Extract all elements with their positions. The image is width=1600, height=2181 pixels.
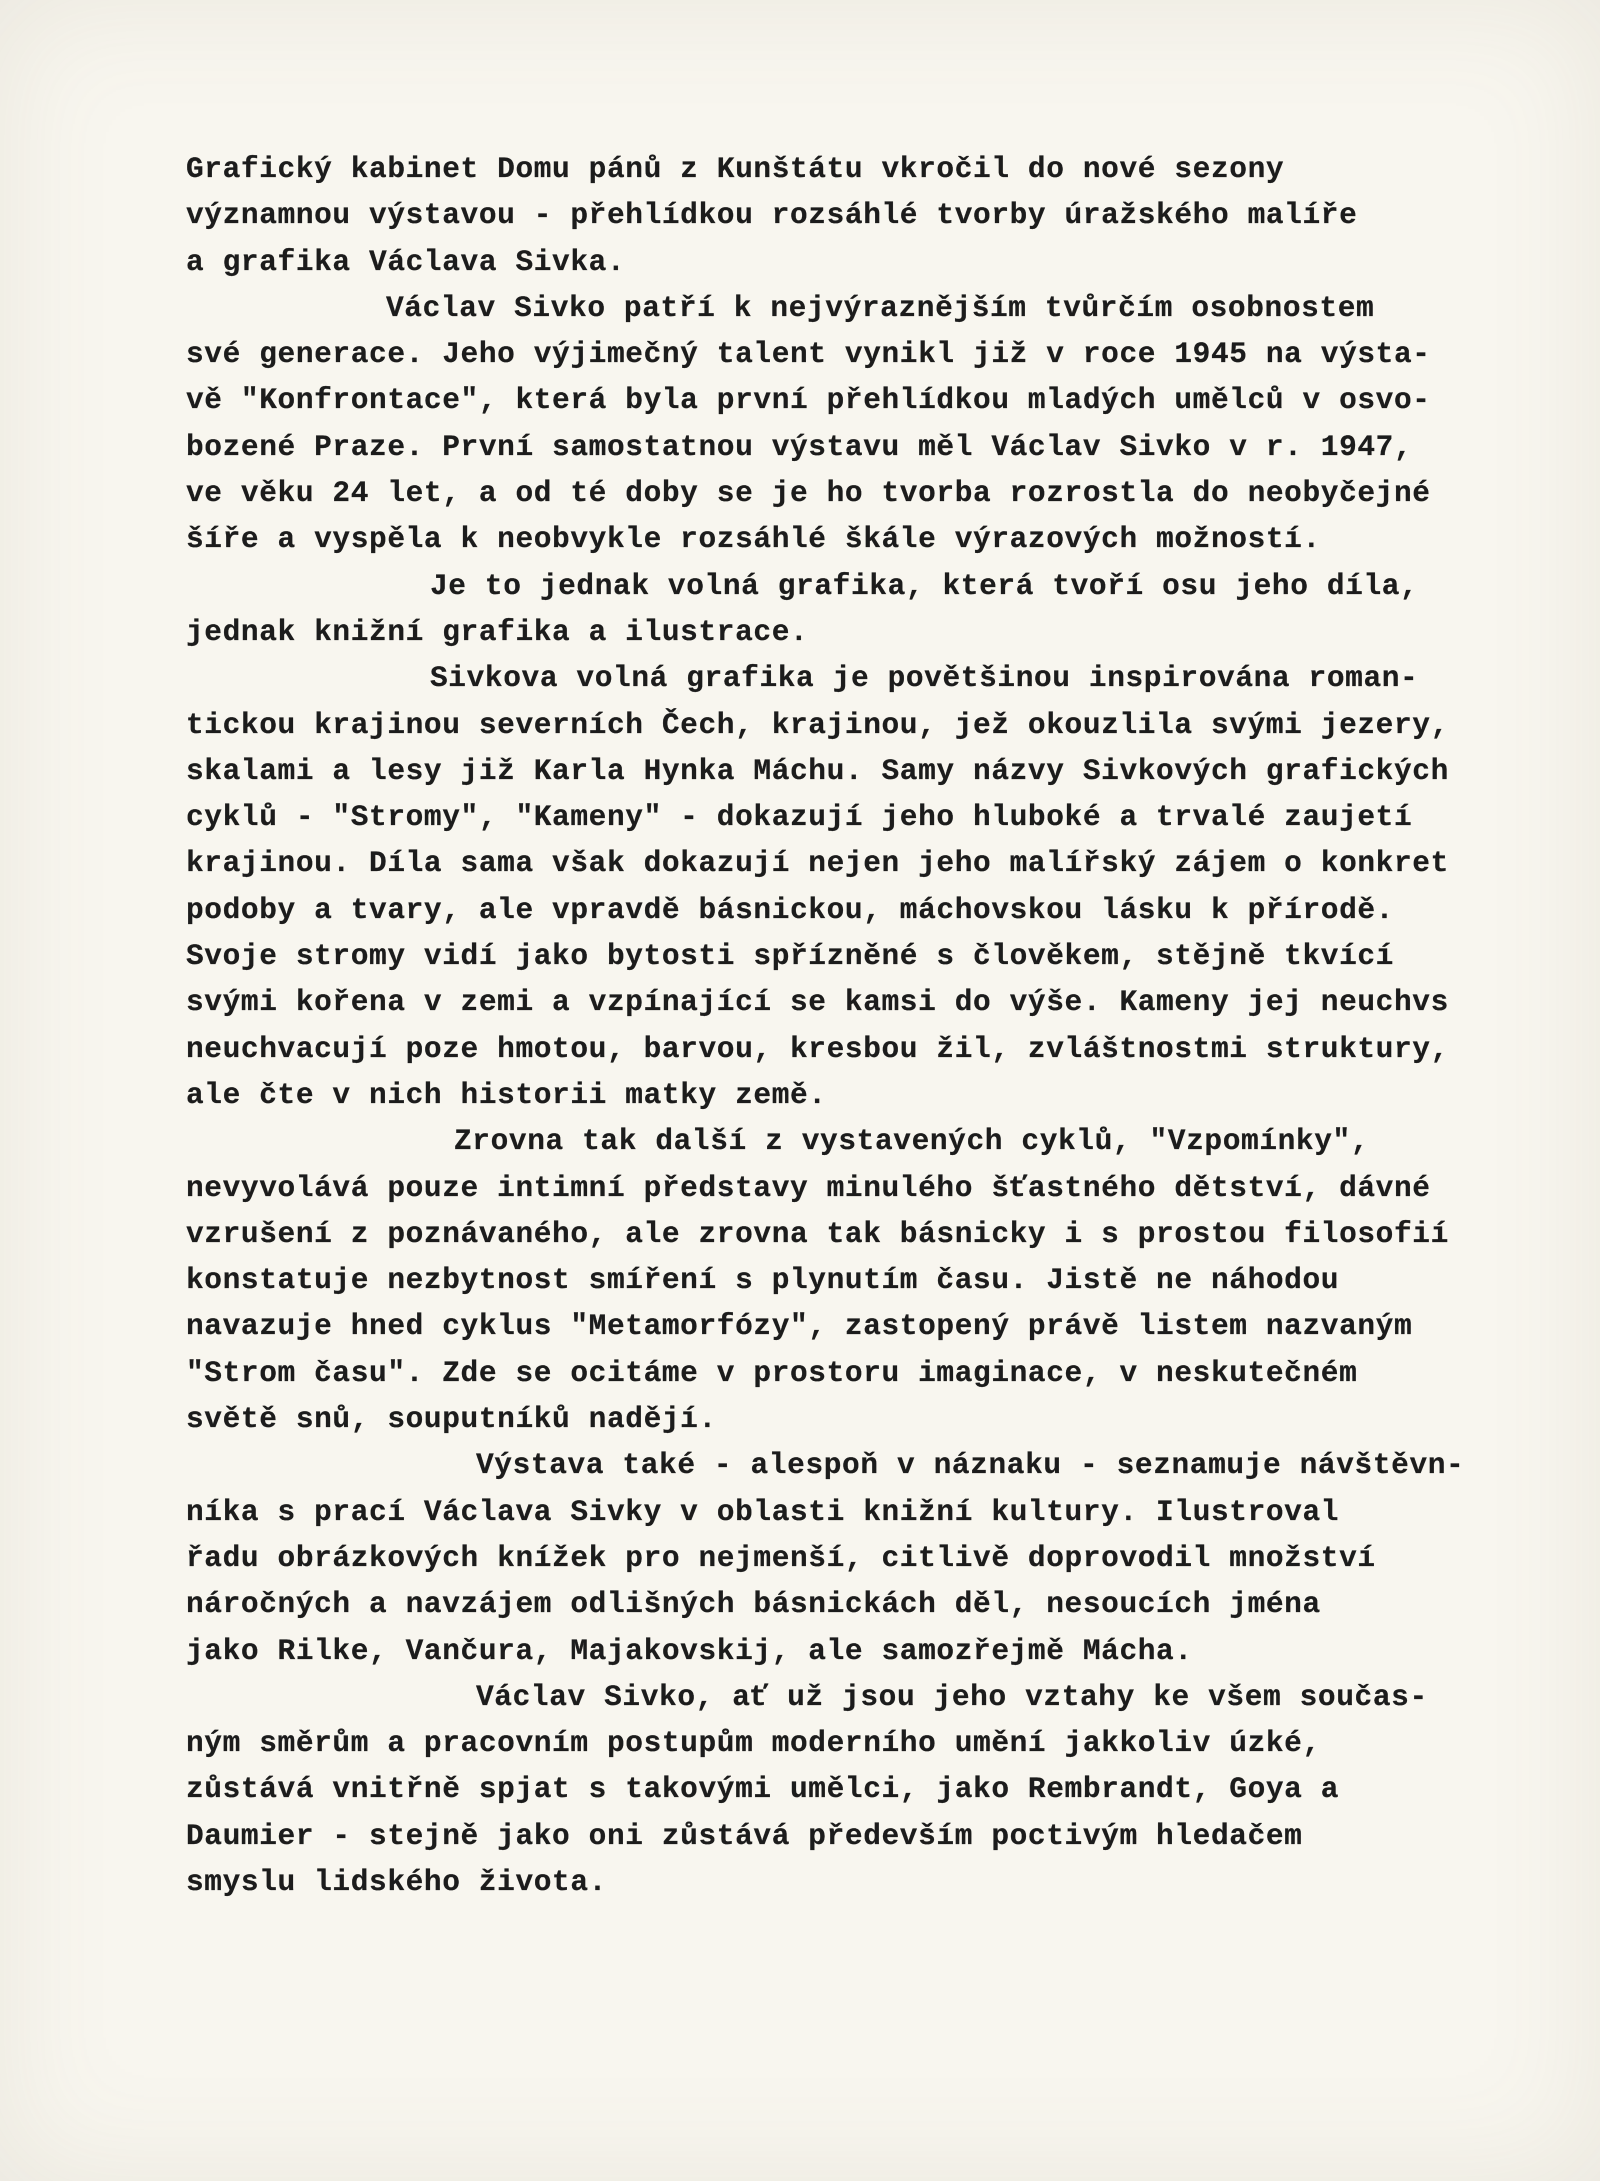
text-line: Grafický kabinet Domu pánů z Kunštátu vkročil do nové sezony [186, 152, 1285, 186]
text-line: neuchvacují poze hmotou, barvou, kresbou žil, zvláštnostmi struktury, [186, 1031, 1449, 1066]
text-line: vě "Konfrontace", která byla první přehlídkou mladých umělců v osvo- [186, 383, 1431, 418]
text-line: Svoje stromy vidí jako bytosti spřízněné s člověkem, stějně tkvící [186, 939, 1394, 974]
text-line: ným směrům a pracovním postupům moderního umění jakkoliv úzké, [186, 1726, 1321, 1761]
text-line: podoby a tvary, ale vpravdě básnickou, máchovskou lásku k přírodě. [186, 892, 1394, 927]
text-line: ve věku 24 let, a od té doby se je ho tvorba rozrostla do neobyčejné [186, 476, 1431, 511]
text-line: zůstává vnitřně spjat s takovými umělci, jako Rembrandt, Goya a [186, 1772, 1340, 1807]
text-line: nevyvolává pouze intimní představy minulého šťastného dětství, dávné [186, 1170, 1431, 1205]
text-line: Václav Sivko, ať už jsou jeho vztahy ke všem součas- [476, 1679, 1428, 1714]
text-line: své generace. Jeho výjimečný talent vynikl již v roce 1945 na výsta- [186, 337, 1431, 372]
text-line: smyslu lidského života. [186, 1864, 607, 1899]
text-line: světě snů, souputníků nadějí. [186, 1402, 717, 1437]
text-line: jednak knižní grafika a ilustrace. [186, 614, 809, 649]
text-line: krajinou. Díla sama však dokazují nejen jeho malířský zájem o konkret [186, 846, 1449, 881]
text-line: "Strom času". Zde se ocitáme v prostoru imaginace, v neskutečném [186, 1355, 1358, 1390]
text-line: náročných a navzájem odlišných básnickách děl, nesoucích jména [186, 1587, 1321, 1622]
text-line: Sivkova volná grafika je povětšinou inspirována roman- [430, 661, 1419, 696]
text-line: níka s prací Václava Sivky v oblasti knižní kultury. Ilustroval [186, 1494, 1340, 1529]
text-line: řadu obrázkových knížek pro nejmenší, citlivě doprovodil množství [186, 1540, 1376, 1575]
text-line: Výstava také - alespoň v náznaku - seznamuje návštěvn- [476, 1448, 1465, 1483]
body-text [186, 146, 1546, 1905]
text-line: skalami a lesy již Karla Hynka Máchu. Samy názvy Sivkových grafických [186, 753, 1449, 788]
text-line: jako Rilke, Vančura, Majakovskij, ale samozřejmě Mácha. [186, 1633, 1193, 1668]
text-line: Václav Sivko patří k nejvýraznějším tvůrčím osobnostem [386, 290, 1375, 325]
text-line: Je to jednak volná grafika, která tvoří osu jeho díla, [430, 568, 1419, 603]
text-line: Daumier - stejně jako oni zůstává především poctivým hledačem [186, 1818, 1303, 1853]
text-line: cyklů - "Stromy", "Kameny" - dokazují jeho hluboké a trvalé zaujetí [186, 800, 1413, 835]
text-line: konstatuje nezbytnost smíření s plynutím času. Jistě ne náhodou [186, 1263, 1340, 1298]
text-line: ale čte v nich historii matky země. [186, 1077, 827, 1112]
text-line: navazuje hned cyklus "Metamorfózy", zastopený právě listem nazvaným [186, 1309, 1413, 1344]
text-line: a grafika Václava Sivka. [186, 244, 626, 279]
text-line: vzrušení z poznávaného, ale zrovna tak básnicky i s prostou filosofií [186, 1216, 1449, 1251]
text-line: významnou výstavou - přehlídkou rozsáhlé tvorby úražského malíře [186, 198, 1358, 233]
text-line: bozené Praze. První samostatnou výstavu měl Václav Sivko v r. 1947, [186, 429, 1413, 464]
text-line: svými kořena v zemi a vzpínající se kamsi do výše. Kameny jej neuchvs [186, 985, 1449, 1020]
text-line: šíře a vyspěla k neobvykle rozsáhlé škále výrazových možností. [186, 522, 1321, 557]
text-line: tickou krajinou severních Čech, krajinou, jež okouzlila svými jezery, [186, 707, 1449, 742]
text-line: Zrovna tak další z vystavených cyklů, "Vzpomínky", [454, 1124, 1370, 1159]
